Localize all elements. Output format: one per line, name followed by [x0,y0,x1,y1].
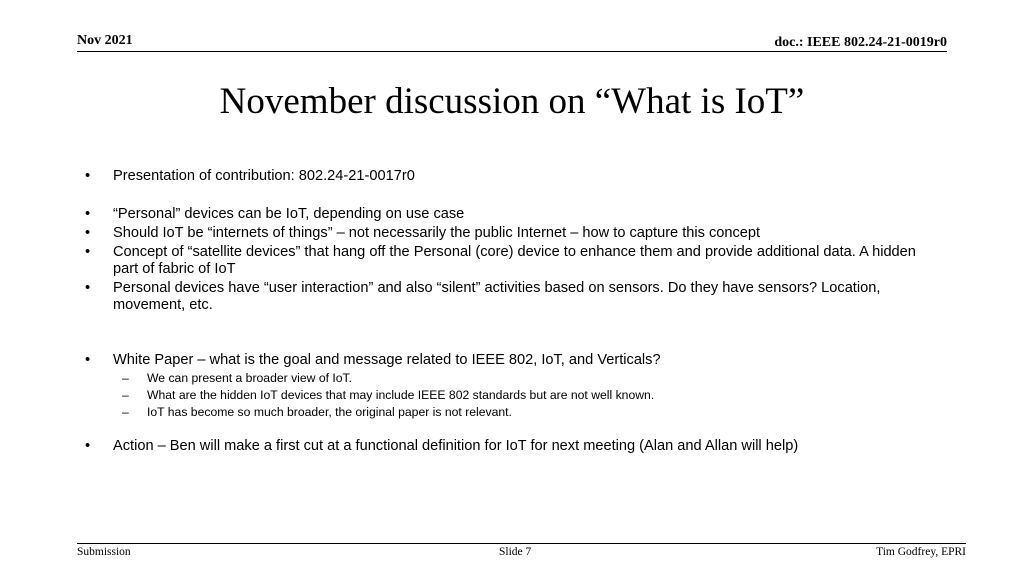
bullet-text: White Paper – what is the goal and message related to IEEE 802, IoT, and Verticals? [113,352,661,368]
bullet-glyph: • [85,225,91,241]
header-doc-id: doc.: IEEE 802.24-21-0019r0 [774,35,947,50]
footer-divider [77,543,966,544]
bullet-text: Personal devices have “user interaction” and also “silent” activities based on sensors. Do they have sensors? Location, movement, etc. [113,280,881,313]
bullet-glyph: • [85,206,91,222]
bullet-text: Action – Ben will make a first cut at a functional definition for IoT for next meeting (Alan and Allan will help) [113,438,799,454]
bullet-glyph: • [85,280,91,296]
sub-bullet-item [85,405,945,420]
sub-bullet-item [85,388,945,403]
bullet-text: Concept of “satellite devices” that hang off the Personal (core) device to enhance them and provide additional data. A hidden part of fabric of IoT [113,244,916,277]
slide-body [85,168,945,455]
bullet-text: Presentation of contribution: 802.24-21-0017r0 [113,168,415,184]
bullet-item [85,352,945,369]
header-divider [77,51,947,52]
dash-glyph: – [122,405,129,419]
sub-bullet-text: We can present a broader view of IoT. [147,371,353,385]
bullet-item [85,244,945,278]
bullet-glyph: • [85,352,91,368]
bullet-text: “Personal” devices can be IoT, depending on use case [113,206,465,222]
bullet-text: Should IoT be “internets of things” – not necessarily the public Internet – how to capture this concept [113,225,761,241]
sub-bullet-text: What are the hidden IoT devices that may include IEEE 802 standards but are not well known. [147,388,655,402]
bullet-item [85,225,945,242]
dash-glyph: – [122,371,129,385]
footer-submission: Submission [77,546,131,558]
bullet-glyph: • [85,438,91,454]
sub-bullet-text: IoT has become so much broader, the original paper is not relevant. [147,405,512,419]
sub-bullet-item [85,371,945,386]
dash-glyph: – [122,388,129,402]
footer-slide-number: Slide 7 [499,546,532,558]
bullet-item [85,280,945,314]
bullet-item [85,206,945,223]
bullet-item [85,438,945,455]
bullet-glyph: • [85,168,91,184]
bullet-glyph: • [85,244,91,260]
footer-author: Tim Godfrey, EPRI [876,546,966,558]
bullet-item [85,168,945,185]
header-date: Nov 2021 [77,33,133,48]
slide-title: November discussion on “What is IoT” [219,81,805,122]
